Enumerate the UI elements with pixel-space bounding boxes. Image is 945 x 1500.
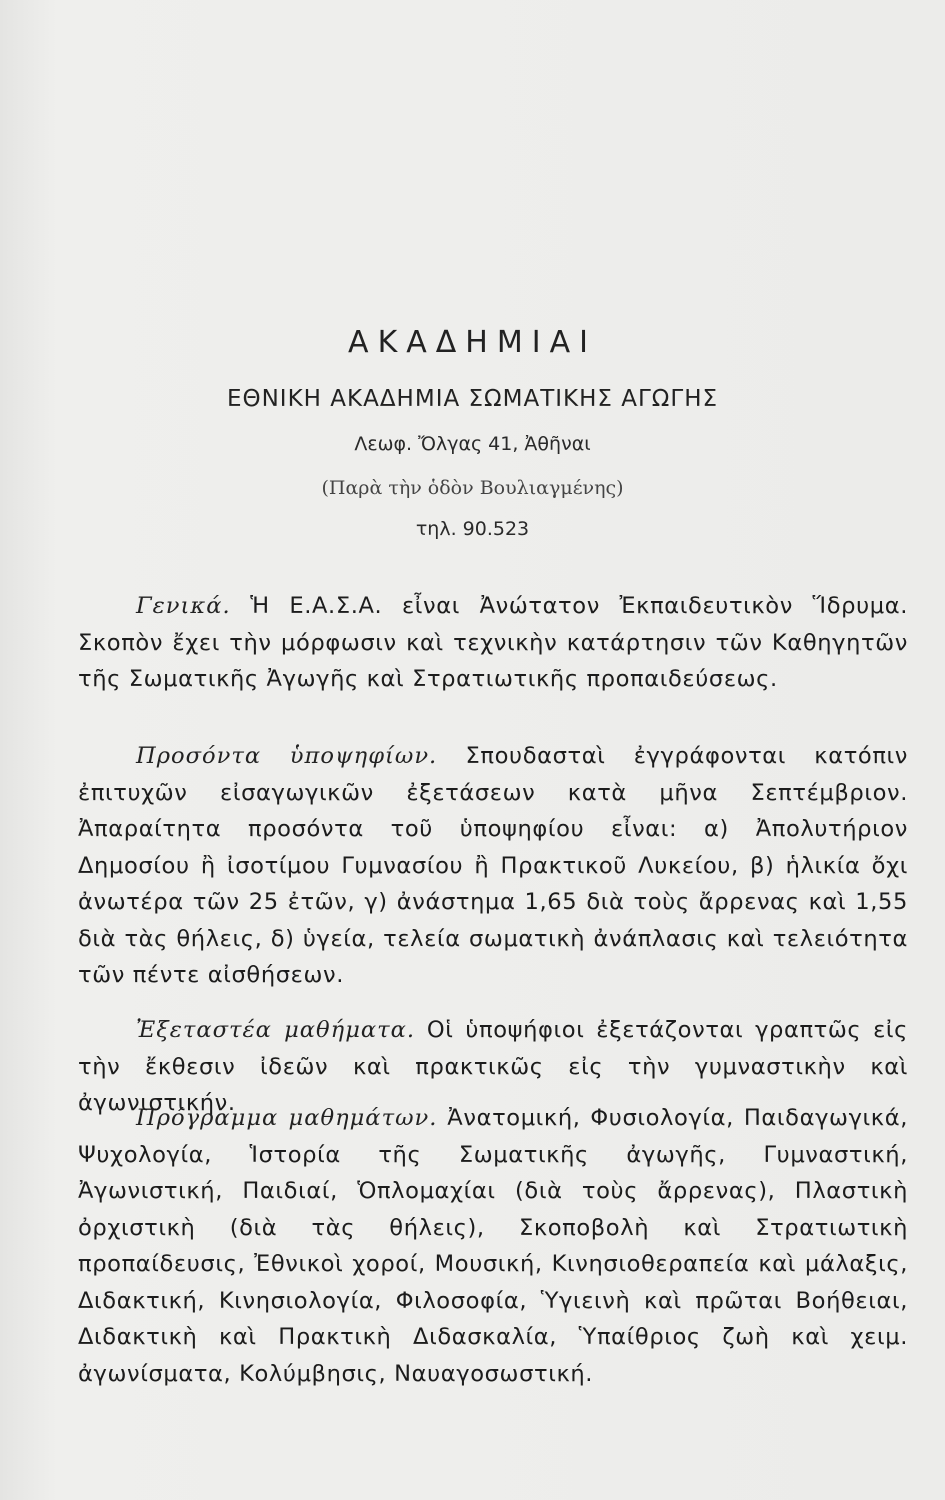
section-text: Σπουδασταὶ ἐγγράφονται κατόπιν ἐπιτυχῶν εἰσαγωγικῶν ἐξετάσεων κατὰ μῆνα Σεπτέμβριον. Ἀπαραίτητα προσόντα τοῦ ὑποψηφίου εἶναι: α) Ἀπολυτήριον Δημοσίου ἢ ἰσοτίμου Γυμνασίου ἢ Πρακτικοῦ Λυκείου, β) ἡλικία ὄχι ἀνωτέρα τῶν 25 ἐτῶν, γ) ἀνάστημα 1,65 διὰ τοὺς ἄρρενας καὶ 1,55 διὰ τὰς θήλεις, δ) ὑγεία, τελεία σωματικὴ ἀνάπλασις καὶ τελειότητα τῶν πέντε αἰσθήσεων.: [78, 743, 909, 988]
section-candidate-qualifications: [78, 738, 908, 994]
section-general: [78, 588, 908, 698]
address-line: Λεωφ. Ὄλγας 41, Ἀθῆναι: [354, 433, 591, 455]
paragraph: [78, 738, 908, 994]
institution-name: ΕΘΝΙΚΗ ΑΚΑΔΗΜΙΑ ΣΩΜΑΤΙΚΗΣ ΑΓΩΓΗΣ: [226, 386, 719, 412]
section-lead: Πρόγραμμα μαθημάτων.: [136, 1105, 438, 1131]
section-text: Ἡ Ε.Α.Σ.Α. εἶναι Ἀνώτατον Ἐκπαιδευτικὸν Ἵδρυμα. Σκοπὸν ἔχει τὴν μόρφωσιν καὶ τεχνικὴν κατάρτησιν τῶν Καθηγητῶν τῆς Σωματικῆς Ἀγωγῆς καὶ Στρατιωτικῆς προπαιδεύσεως.: [78, 593, 908, 692]
section-text: Ἀνατομική, Φυσιολογία, Παιδαγωγικά, Ψυχολογία, Ἱστορία τῆς Σωματικῆς ἀγωγῆς, Γυμναστική, Ἀγωνιστική, Παιδιαί, Ὁπλομαχίαι (διὰ τοὺς ἄρρενας), Πλαστικὴ ὀρχιστικὴ (διὰ τὰς θήλεις), Σκοποβολὴ καὶ Στρατιωτικὴ προπαίδευσις, Ἐθνικοὶ χοροί, Μουσική, Κινησιοθεραπεία καὶ μάλαξις, Διδακτική, Κινησιολογία, Φιλοσοφία, Ὑγιεινὴ καὶ πρῶται Βοήθειαι, Διδακτικὴ καὶ Πρακτικὴ Διδασκαλία, Ὑπαίθριος ζωὴ καὶ χειμ. ἀγωνίσματα, Κολύμβησις, Ναυαγοσωστική.: [78, 1105, 908, 1387]
paragraph: [78, 1100, 908, 1392]
phone-line: τηλ. 90.523: [415, 518, 530, 540]
section-curriculum: [78, 1100, 908, 1392]
paragraph: [78, 588, 908, 698]
section-lead: Ἐξεταστέα μαθήματα.: [136, 1017, 416, 1043]
address-note: (Παρὰ τὴν ὁδὸν Βουλιαγμένης): [321, 477, 624, 499]
section-lead: Γενικά.: [136, 593, 231, 619]
section-lead: Προσόντα ὑποψηφίων.: [136, 743, 438, 769]
section-text: Οἱ ὑποψήφιοι ἐξετάζονται γραπτῶς εἰς τὴν ἔκθεσιν ἰδεῶν καὶ πρακτικῶς εἰς τὴν γυμναστικὴν καὶ ἀγωνιστικήν.: [78, 1017, 908, 1116]
page-heading: ΑΚΑΔΗΜΙΑΙ: [348, 325, 597, 360]
